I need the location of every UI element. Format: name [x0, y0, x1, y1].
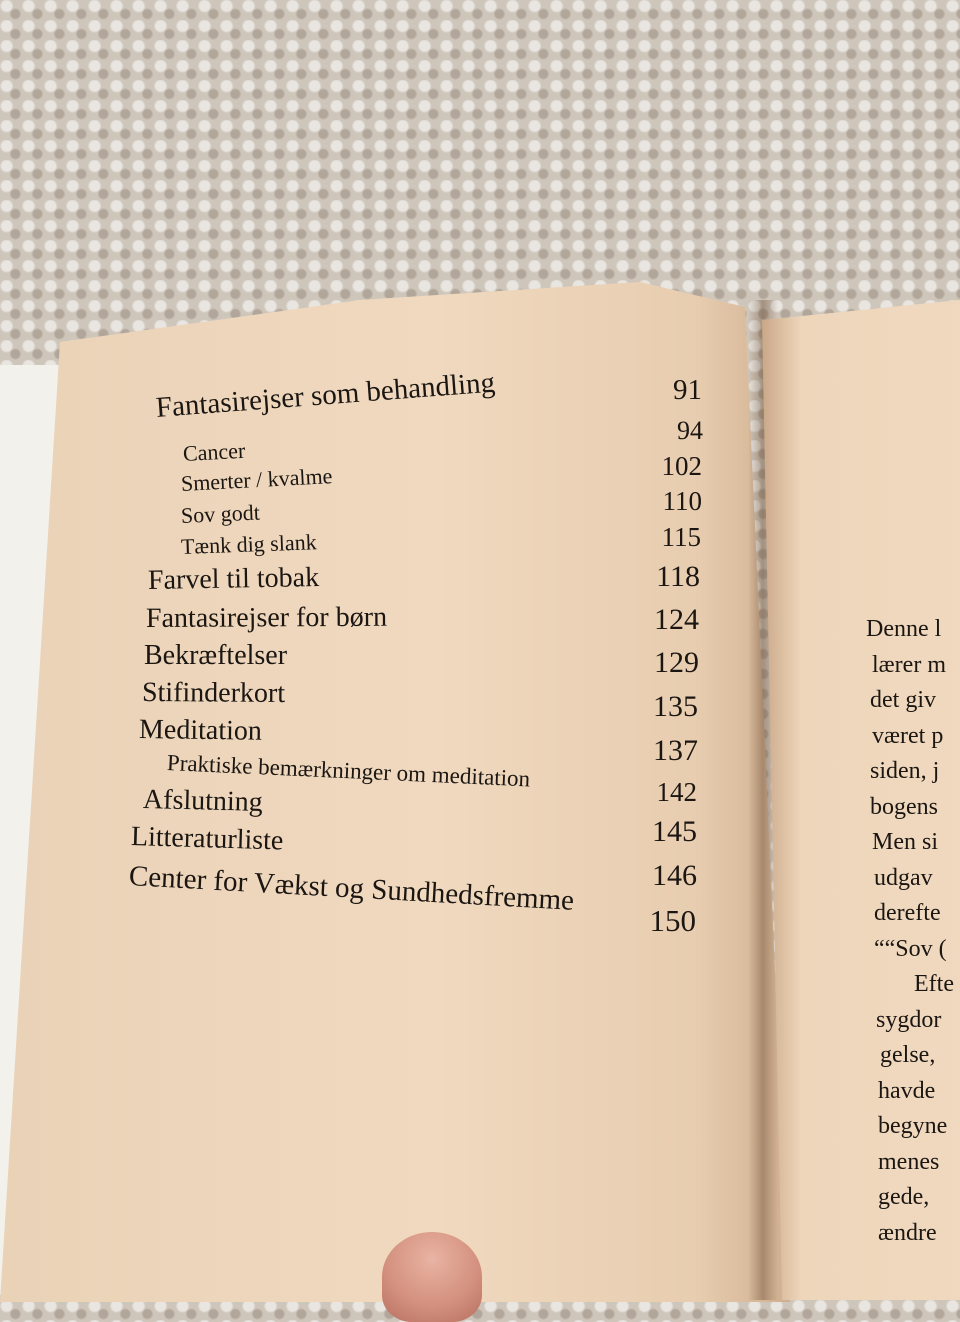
- toc-page-number: 129: [654, 646, 699, 679]
- text-line: begyne: [878, 1113, 948, 1139]
- toc-entry-title: Center for Vækst og Sundhedsfremme: [128, 860, 575, 917]
- text-line: været p: [872, 722, 944, 749]
- text-line: Men si: [872, 829, 938, 855]
- text-line: menes: [878, 1148, 940, 1175]
- toc-page-number: 118: [656, 560, 700, 593]
- text-line: sygdor: [876, 1006, 942, 1033]
- toc-entry-title: Farvel til tobak: [147, 562, 320, 596]
- toc-entry-title: Afslutning: [142, 784, 264, 818]
- toc-page-number: 115: [661, 522, 701, 552]
- text-line: ændre: [878, 1219, 937, 1246]
- right-page-text: [866, 612, 954, 1251]
- toc-entry-title: Meditation: [138, 714, 263, 747]
- toc-entry-title: Praktiske bemærkninger om meditation: [166, 750, 531, 792]
- toc-page-number: 150: [649, 903, 696, 938]
- text-line: lærer m: [872, 651, 946, 678]
- text-line: det giv: [870, 687, 936, 713]
- text-line: siden, j: [870, 758, 940, 784]
- toc-page-number: 124: [654, 603, 699, 636]
- toc-page-number: 137: [653, 734, 698, 767]
- toc-page-number: 142: [656, 777, 697, 807]
- toc-entry-title: Stifinderkort: [141, 677, 286, 709]
- text-line: derefte: [874, 900, 941, 926]
- text-line: gelse,: [880, 1042, 936, 1068]
- toc-entry-title: Bekræftelser: [144, 640, 288, 671]
- toc-page-number: 146: [652, 859, 697, 892]
- toc-entry-title: Fantasirejser for børn: [145, 601, 388, 634]
- text-line: havde: [878, 1077, 936, 1104]
- toc-page-number: 94: [677, 416, 703, 445]
- toc-page-number: 91: [673, 374, 702, 406]
- toc-entry-title: Cancer: [182, 437, 246, 466]
- text-line: gede,: [878, 1184, 930, 1210]
- fingertip: [382, 1232, 482, 1322]
- text-line: Efte: [914, 971, 954, 997]
- text-line: ““Sov (: [874, 935, 947, 962]
- text-line: bogens: [870, 793, 938, 820]
- toc-entry-title: Sov godt: [180, 499, 261, 528]
- toc-page-number: 102: [661, 451, 702, 481]
- toc-entry-title: Fantasirejser som behandling: [154, 366, 497, 424]
- toc-entry-title: Litteraturliste: [130, 821, 284, 857]
- toc-entry-title: Smerter / kvalme: [180, 463, 333, 496]
- toc-page-number: 135: [653, 690, 698, 723]
- toc-entry-title: Tænk dig slank: [180, 529, 318, 559]
- text-line: udgav: [874, 864, 933, 891]
- text-line: Denne l: [866, 616, 942, 642]
- toc-page-number: 110: [662, 486, 702, 516]
- toc-page-number: 145: [652, 815, 697, 848]
